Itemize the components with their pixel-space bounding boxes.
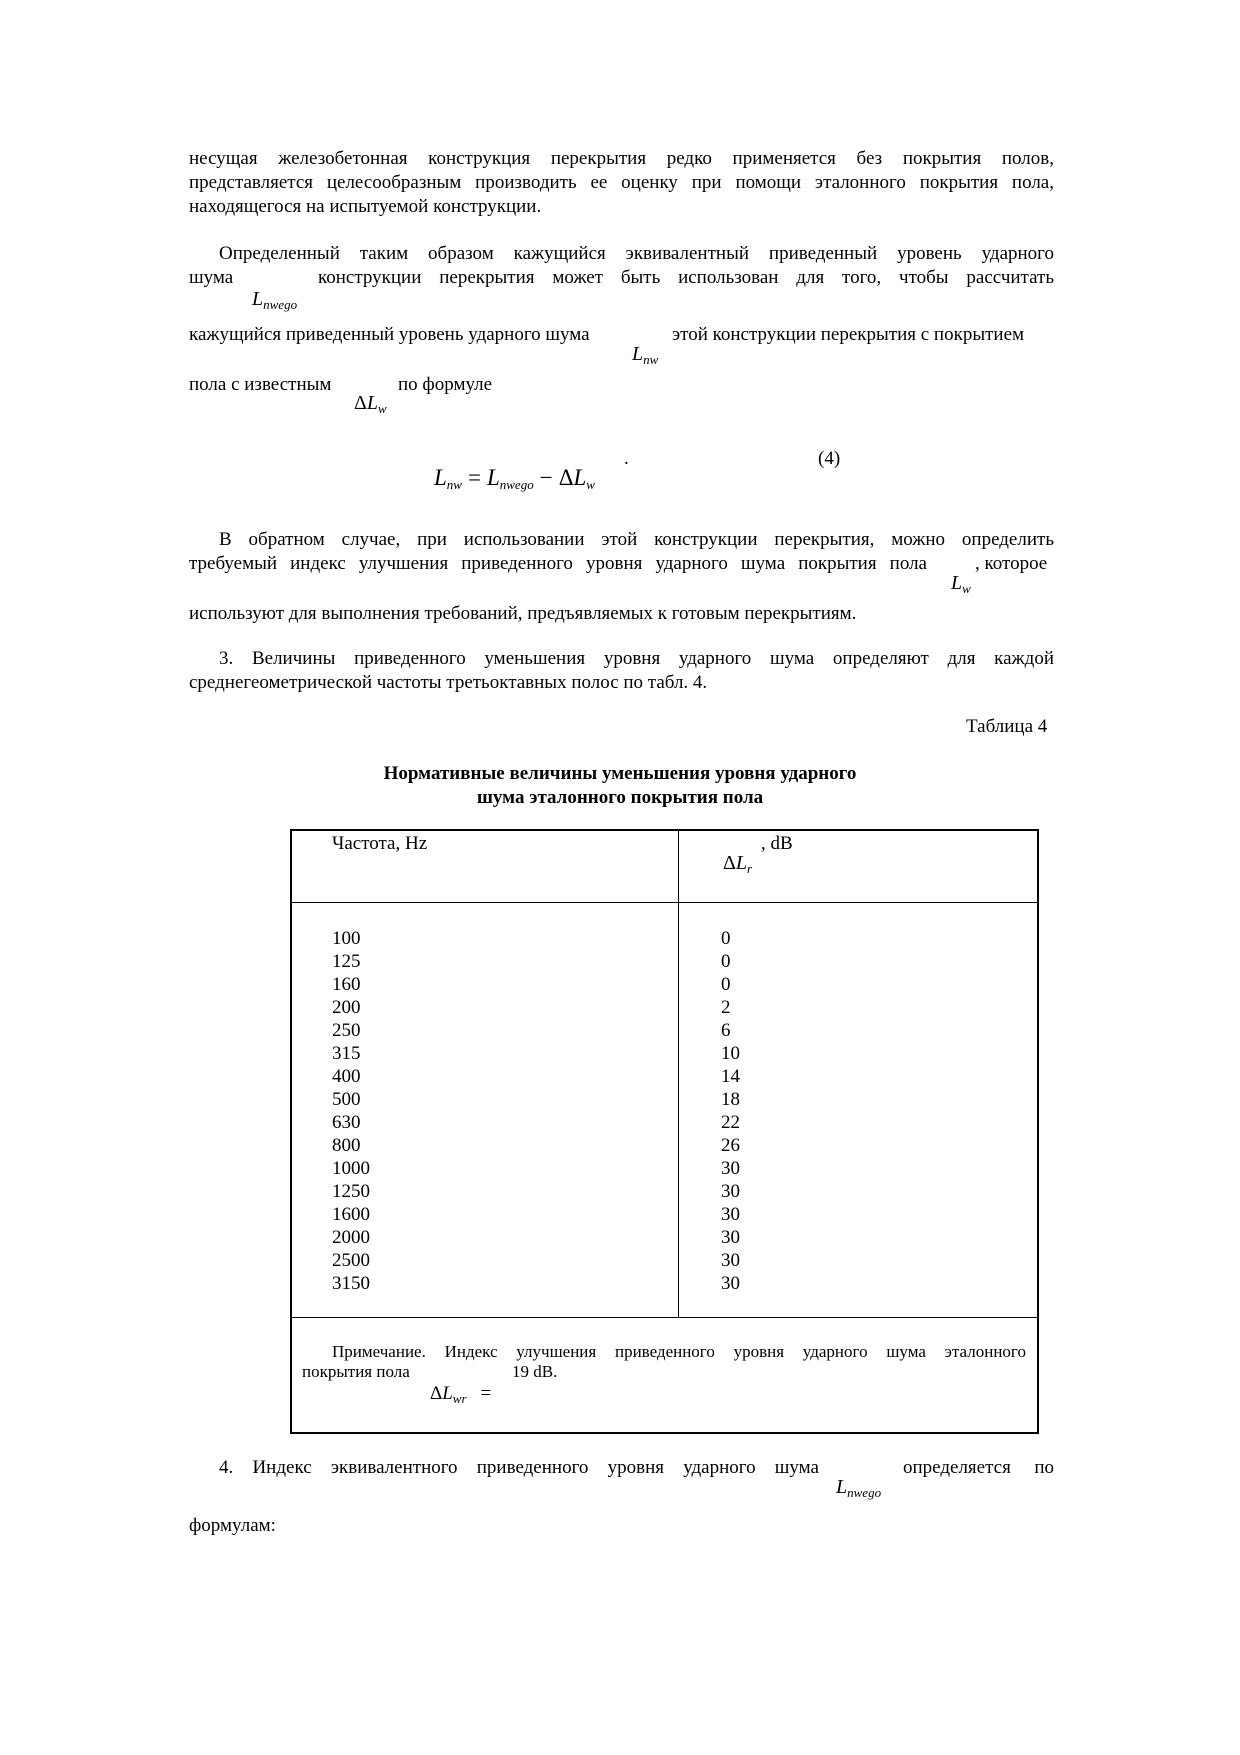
table-cell-value: 0 bbox=[721, 928, 731, 949]
table-cell-frequency: 1250 bbox=[332, 1181, 370, 1202]
table-title bbox=[260, 762, 980, 810]
table-cell-frequency: 160 bbox=[332, 974, 361, 995]
symbol-lnwego: $L_{nwego}$ bbox=[836, 1476, 882, 1500]
table-cell-value: 30 bbox=[721, 1250, 740, 1271]
paragraph-line: определяется по bbox=[903, 1457, 1054, 1478]
table-note bbox=[302, 1342, 1026, 1362]
formula-dot: . bbox=[624, 448, 629, 469]
table-cell-frequency: 250 bbox=[332, 1020, 361, 1041]
table-cell-frequency: 2500 bbox=[332, 1250, 370, 1271]
table-body-divider bbox=[290, 1317, 1039, 1318]
table-border-bottom bbox=[290, 1432, 1039, 1434]
table-cell-frequency: 100 bbox=[332, 928, 361, 949]
table-cell-frequency: 800 bbox=[332, 1135, 361, 1156]
table-cell-value: 30 bbox=[721, 1273, 740, 1294]
table-cell-frequency: 3150 bbox=[332, 1273, 370, 1294]
table-cell-frequency: 2000 bbox=[332, 1227, 370, 1248]
paragraph-line: Определенный таким образом кажущийся эквивалентный приведенный уровень ударного bbox=[219, 243, 1054, 264]
paragraph-line: пола с известным bbox=[189, 374, 332, 395]
table-border-top bbox=[290, 829, 1039, 831]
table-column-divider bbox=[678, 829, 679, 1318]
paragraph-intro bbox=[189, 147, 1054, 219]
table-note-line: покрытия пола bbox=[302, 1362, 410, 1381]
paragraph-line: , которое bbox=[975, 553, 1048, 574]
table-cell-frequency: 200 bbox=[332, 997, 361, 1018]
table-cell-frequency: 1000 bbox=[332, 1158, 370, 1179]
table-cell-value: 30 bbox=[721, 1158, 740, 1179]
table-column-frequencies bbox=[332, 927, 370, 1295]
table-header-frequency: Частота, Hz bbox=[332, 833, 428, 854]
table-cell-value: 0 bbox=[721, 974, 731, 995]
paragraph-line: требуемый индекс улучшения приведенного уровня ударного шума покрытия пола bbox=[189, 553, 927, 574]
table-cell-frequency: 315 bbox=[332, 1043, 361, 1064]
paragraph-line: несущая железобетонная конструкция перекрытия редко применяется без покрытия полов, bbox=[189, 148, 1054, 169]
table-note-line: Примечание. Индекс улучшения приведенного уровня ударного шума эталонного bbox=[332, 1342, 1026, 1361]
formula-4: $L_{nw} = L_{nwego} - \Delta L_w$ bbox=[434, 465, 595, 492]
symbol-lnwego: $L_{nwego}$ bbox=[252, 288, 298, 312]
table-cell-frequency: 500 bbox=[332, 1089, 361, 1110]
table-cell-value: 6 bbox=[721, 1020, 731, 1041]
paragraph-point-3 bbox=[189, 647, 1054, 695]
table-cell-frequency: 630 bbox=[332, 1112, 361, 1133]
table-caption: Таблица 4 bbox=[966, 716, 1048, 737]
symbol-delta-lwr: $\Delta L_{wr}$ = bbox=[430, 1383, 492, 1406]
table-cell-frequency: 400 bbox=[332, 1066, 361, 1087]
formula-number: (4) bbox=[818, 448, 841, 469]
table-cell-value: 22 bbox=[721, 1112, 740, 1133]
table-title-line: Нормативные величины уменьшения уровня ударного bbox=[383, 763, 857, 784]
paragraph-point-4: 4. Индекс эквивалентного приведенного уровня ударного шума bbox=[219, 1457, 819, 1478]
table-header-divider bbox=[290, 902, 1039, 903]
symbol-lw: $L_w$ bbox=[951, 572, 971, 596]
paragraph-line: формулам: bbox=[189, 1515, 276, 1536]
table-border-right bbox=[1037, 829, 1039, 1434]
paragraph-line: кажущийся приведенный уровень ударного шума bbox=[189, 324, 590, 345]
paragraph-inverse-case bbox=[189, 528, 1054, 552]
paragraph-line: среднегеометрической частоты третьоктавных полос по табл. 4. bbox=[189, 672, 708, 693]
paragraph-equivalent-level bbox=[189, 242, 1054, 266]
table-cell-value: 14 bbox=[721, 1066, 740, 1087]
paragraph-line: находящегося на испытуемой конструкции. bbox=[189, 196, 542, 217]
table-cell-value: 26 bbox=[721, 1135, 740, 1156]
table-border-left bbox=[290, 829, 292, 1434]
paragraph-line: В обратном случае, при использовании этой конструкции перекрытия, можно определить bbox=[219, 529, 1054, 550]
paragraph-line: 3. Величины приведенного уменьшения уровня ударного шума определяют для каждой bbox=[219, 648, 1054, 669]
table-title-line: шума эталонного покрытия пола bbox=[476, 787, 764, 808]
symbol-lnw: $L_{nw}$ bbox=[632, 343, 659, 367]
table-cell-frequency: 125 bbox=[332, 951, 361, 972]
table-column-values bbox=[721, 927, 740, 1295]
paragraph-line: представляется целесообразным производить ее оценку при помощи эталонного покрытия пола, bbox=[189, 172, 1054, 193]
table-cell-value: 30 bbox=[721, 1227, 740, 1248]
paragraph-line: по формуле bbox=[398, 374, 493, 395]
table-cell-value: 10 bbox=[721, 1043, 740, 1064]
table-header-unit: , dB bbox=[761, 833, 793, 854]
table-cell-value: 2 bbox=[721, 997, 731, 1018]
table-cell-value: 0 bbox=[721, 951, 731, 972]
paragraph-word: шума bbox=[189, 267, 234, 288]
paragraph-line: этой конструкции перекрытия с покрытием bbox=[672, 324, 1025, 345]
table-cell-frequency: 1600 bbox=[332, 1204, 370, 1225]
table-cell-value: 30 bbox=[721, 1181, 740, 1202]
table-note-line: 19 dB. bbox=[512, 1362, 558, 1381]
symbol-delta-lw: $\Delta L_w$ bbox=[354, 392, 387, 416]
symbol-delta-lr: $\Delta L_r$ bbox=[723, 852, 753, 876]
table-cell-value: 18 bbox=[721, 1089, 740, 1110]
paragraph-line: конструкции перекрытия может быть использован для того, чтобы рассчитать bbox=[318, 267, 1054, 288]
table-cell-value: 30 bbox=[721, 1204, 740, 1225]
paragraph-line: используют для выполнения требований, предъявляемых к готовым перекрытиям. bbox=[189, 603, 857, 624]
